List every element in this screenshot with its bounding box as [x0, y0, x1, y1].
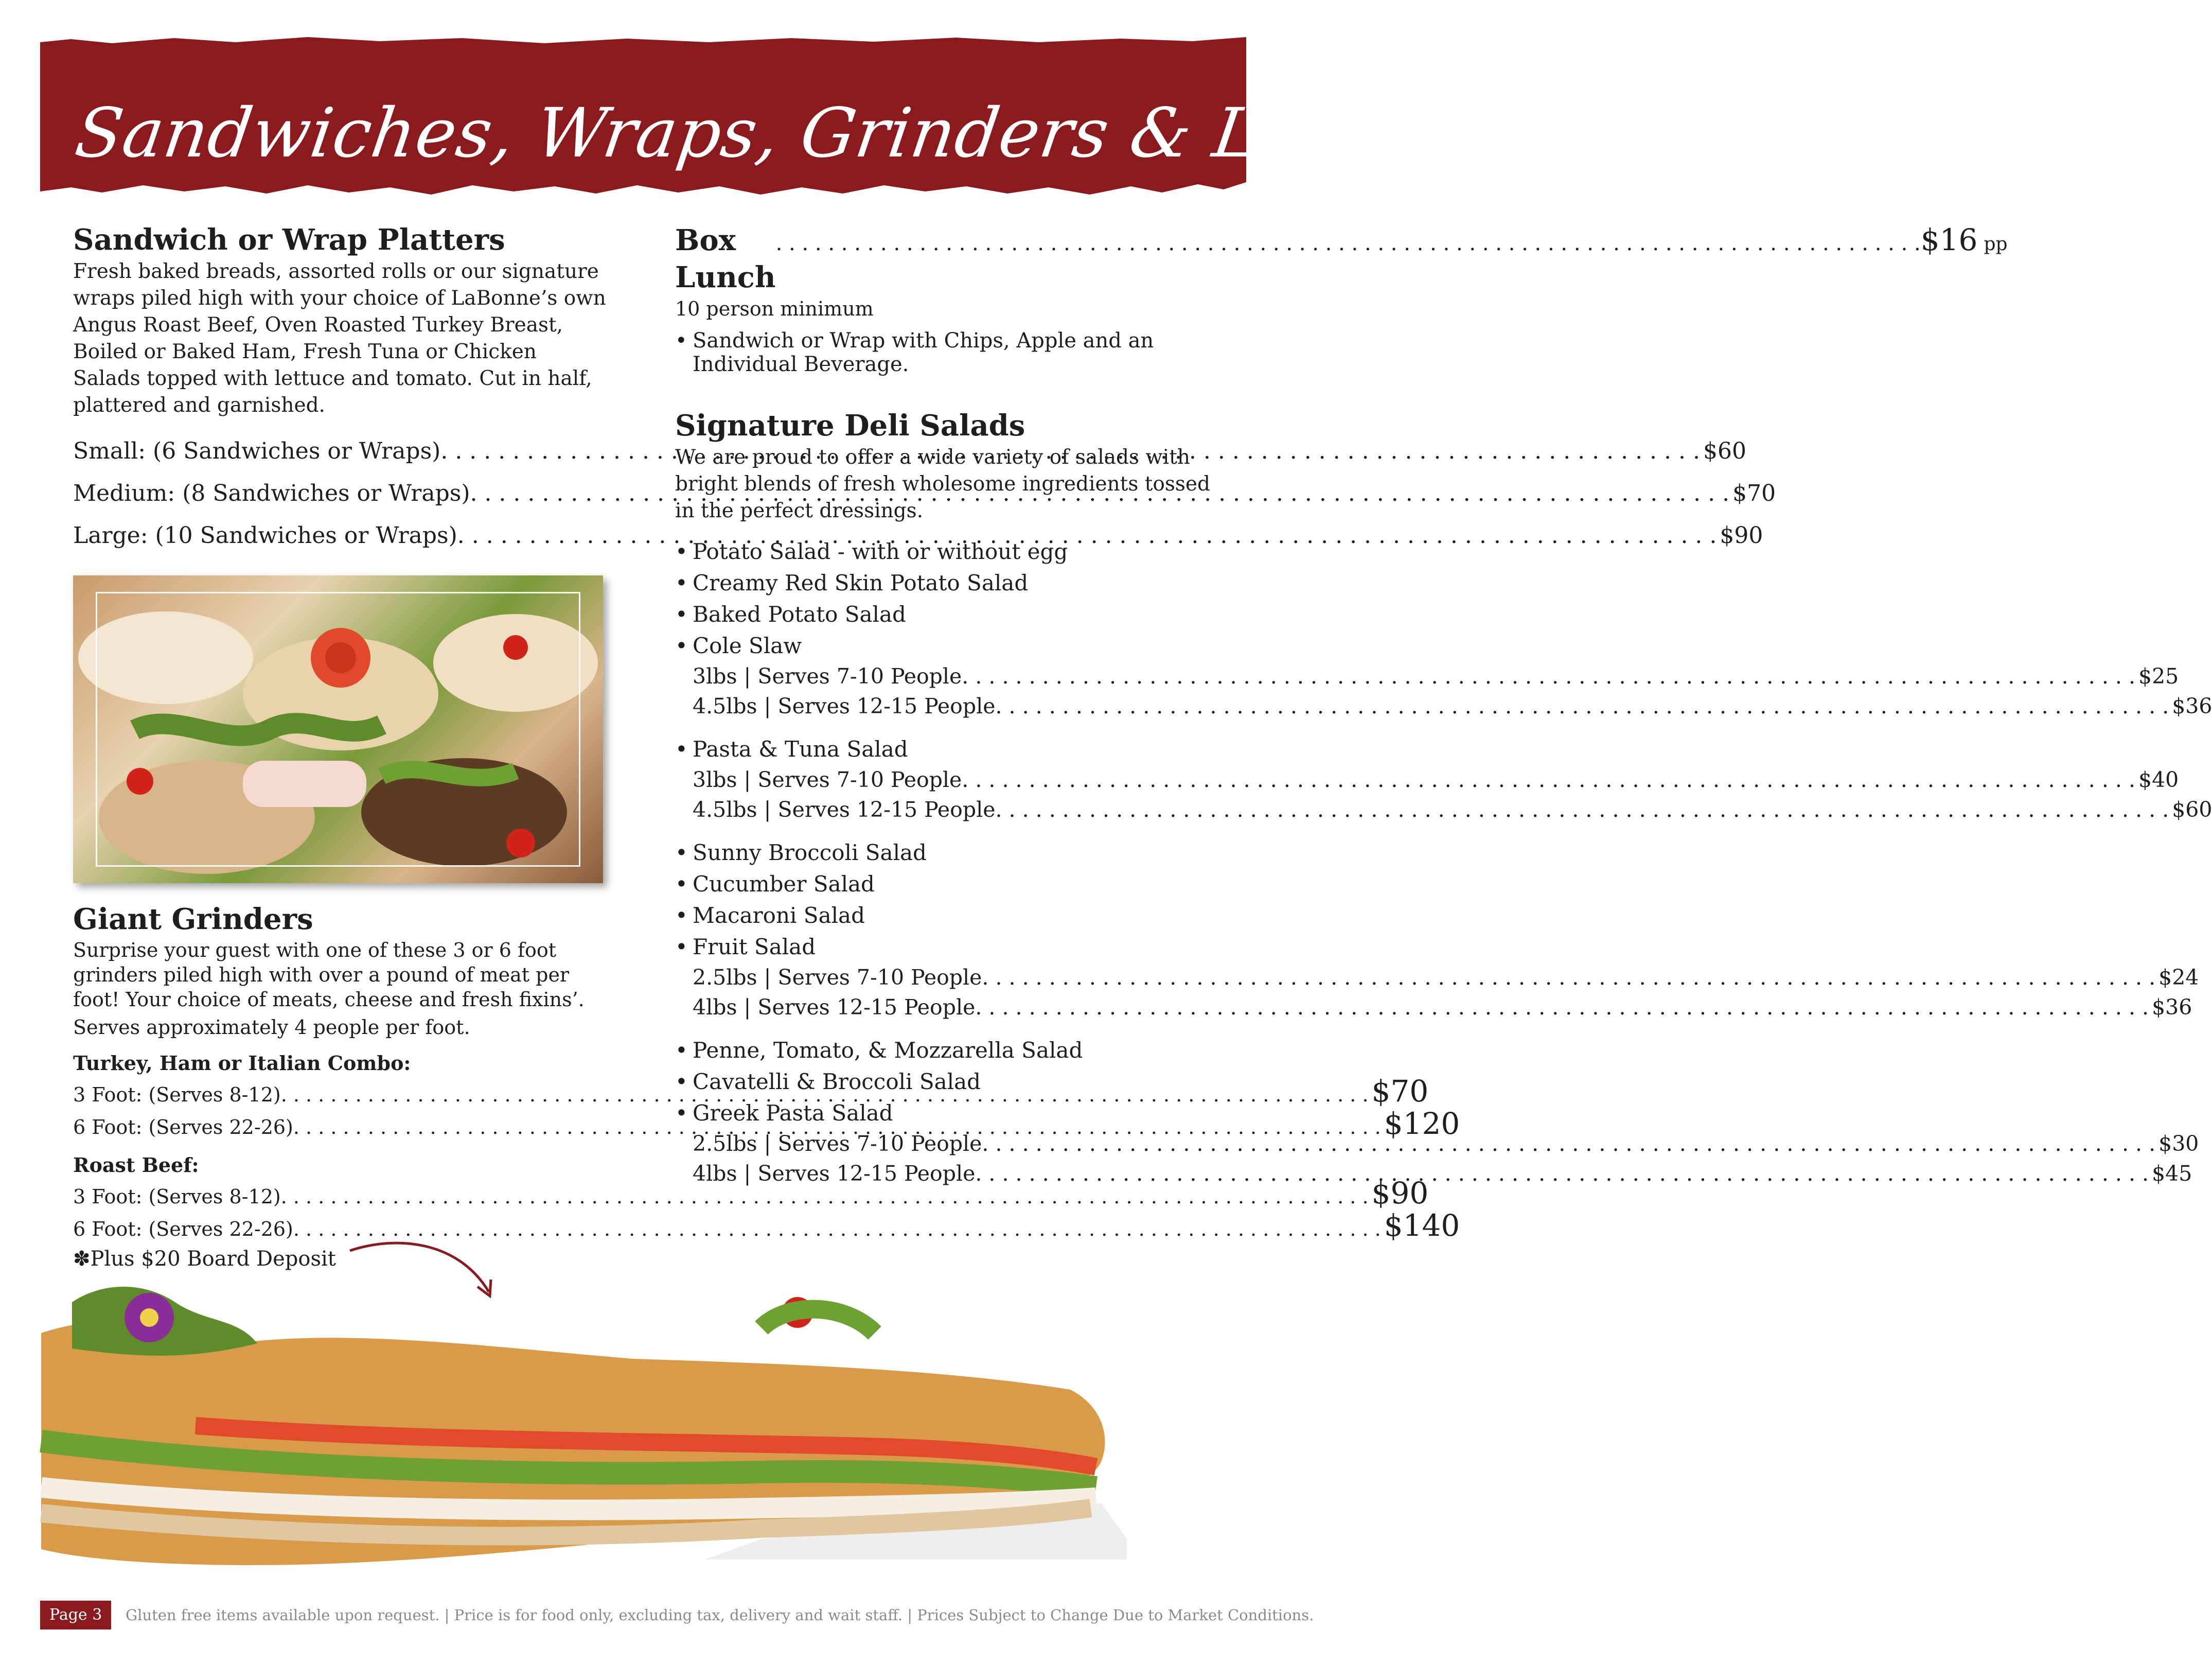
- price-value: $45: [2152, 1161, 2192, 1186]
- grinders-serves-note: Serves approximately 4 people per foot.: [73, 1016, 470, 1039]
- grinder-group-heading: Roast Beef:: [73, 1153, 199, 1177]
- price-label: 4lbs | Serves 12-15 People: [693, 995, 976, 1020]
- salad-item: • Baked Potato Salad: [675, 599, 1210, 630]
- box-lunch-leader: [776, 225, 1921, 262]
- price-value: $70: [1732, 480, 1776, 506]
- list-item: • Sandwich or Wrap with Chips, Apple and an Individual Beverage.: [675, 329, 1210, 376]
- price-value: $60: [1703, 438, 1746, 464]
- price-row: [675, 992, 2192, 1022]
- salad-item: • Sunny Broccoli Salad: [675, 837, 1210, 868]
- salad-item: • Cucumber Salad: [675, 868, 1210, 900]
- price-label: 3 Foot: (Serves 8-12): [73, 1185, 281, 1208]
- salad-item-list: [675, 536, 1210, 661]
- price-row: [675, 795, 2212, 825]
- salad-item: • Potato Salad - with or without egg: [675, 536, 1210, 567]
- price-row: [675, 1159, 2192, 1188]
- salad-item: • Fruit Salad: [675, 931, 1210, 962]
- leader-dots: [975, 1159, 2149, 1188]
- platters-heading: Sandwich or Wrap Platters: [73, 223, 505, 257]
- title-banner: [40, 37, 1513, 197]
- photo-frame: [96, 592, 580, 867]
- price-label: Small: (6 Sandwiches or Wraps): [73, 438, 441, 464]
- price-label: 3lbs | Serves 7-10 People: [693, 664, 962, 689]
- price-row: [675, 691, 2212, 721]
- salad-item: • Cavatelli & Broccoli Salad: [675, 1066, 1210, 1097]
- price-row: [73, 430, 1746, 472]
- price-row: [73, 1208, 1460, 1243]
- grinders-heading: Giant Grinders: [73, 902, 313, 936]
- price-label: 4lbs | Serves 12-15 People: [693, 1161, 976, 1186]
- leader-dots: [776, 225, 1921, 262]
- leader-dots: [995, 691, 2169, 721]
- price-value: $60: [2172, 797, 2212, 822]
- spacer: [675, 1022, 1210, 1035]
- giant-grinder-illustration: [41, 1271, 1127, 1575]
- box-lunch-minimum: 10 person minimum: [675, 297, 874, 320]
- box-lunch-items: [675, 329, 1210, 376]
- sandwich-platter-photo: [73, 575, 603, 883]
- price-value: $90: [1720, 522, 1763, 549]
- page-title: Sandwiches, Wraps, Grinders & Lunches: [70, 94, 1513, 173]
- salad-item-list: [675, 837, 1210, 962]
- price-value: $30: [2158, 1131, 2199, 1156]
- price-value: $36: [2172, 694, 2212, 718]
- price-row: [675, 1129, 2199, 1159]
- price-value: $140: [1384, 1208, 1460, 1243]
- page-number: Page 3: [40, 1601, 111, 1629]
- salad-item: • Creamy Red Skin Potato Salad: [675, 567, 1210, 599]
- leader-dots: [995, 795, 2169, 825]
- price-label: 3 Foot: (Serves 8-12): [73, 1083, 281, 1106]
- price-value: $90: [1371, 1176, 1429, 1211]
- salad-item: • Macaroni Salad: [675, 900, 1210, 931]
- price-row: [73, 1176, 1429, 1211]
- box-lunch-heading: Box Lunch: [675, 223, 776, 294]
- salad-item-list: [675, 733, 1210, 765]
- price-value: $40: [2138, 767, 2179, 792]
- leader-dots: [975, 992, 2149, 1022]
- grinder-group-heading: Turkey, Ham or Italian Combo:: [73, 1051, 411, 1075]
- spacer: [675, 721, 1210, 733]
- price-row: [675, 962, 2199, 992]
- salads-description: We are proud to offer a wide variety of salads with bright blends of fresh wholesome ingredients tossed in the perfect dressings.: [675, 446, 1210, 522]
- price-value: $70: [1371, 1074, 1429, 1109]
- price-row: [675, 765, 2179, 795]
- price-label: 6 Foot: (Serves 22-26): [73, 1116, 293, 1138]
- grinders-description: Surprise your guest with one of these 3 or 6 foot grinders piled high with over a pound of meat per foot! Your choice of meats, cheese and fresh fixins’.: [73, 939, 585, 1011]
- price-value: $36: [2152, 995, 2192, 1020]
- salad-item: • Cole Slaw: [675, 630, 1210, 661]
- leader-dots: [982, 1129, 2155, 1159]
- arrow-icon: [345, 1230, 499, 1312]
- page-footer: [40, 1601, 1314, 1629]
- giant-grinder-photo: [41, 1271, 1127, 1575]
- footer-disclaimer: Gluten free items available upon request. | Price is for food only, excluding tax, delivery and wait staff. | Prices Subject to Change Due to Market Conditions.: [126, 1606, 1314, 1624]
- box-lunch-heading-row: [675, 221, 2008, 296]
- price-value: $24: [2158, 965, 2199, 990]
- price-label: 4.5lbs | Serves 12-15 People: [693, 694, 996, 718]
- leader-dots: [982, 962, 2155, 992]
- salad-item: • Greek Pasta Salad: [675, 1097, 1210, 1129]
- salad-item-list: [675, 1035, 1210, 1129]
- price-label: 2.5lbs | Serves 7-10 People: [693, 1131, 982, 1156]
- price-row: [675, 661, 2179, 691]
- price-label: Medium: (8 Sandwiches or Wraps): [73, 480, 470, 506]
- salads-heading: Signature Deli Salads: [675, 409, 1025, 443]
- price-label: Large: (10 Sandwiches or Wraps): [73, 522, 457, 549]
- price-value: $120: [1384, 1106, 1460, 1141]
- salad-item: • Pasta & Tuna Salad: [675, 733, 1210, 765]
- spacer: [675, 825, 1210, 837]
- price-value: $25: [2138, 664, 2179, 689]
- price-label: 3lbs | Serves 7-10 People: [693, 767, 962, 792]
- box-lunch-price: $16: [1920, 222, 1978, 257]
- salad-item: • Penne, Tomato, & Mozzarella Salad: [675, 1035, 1210, 1066]
- price-label: 2.5lbs | Serves 7-10 People: [693, 965, 982, 990]
- leader-dots: [962, 765, 2135, 795]
- platters-description: Fresh baked breads, assorted rolls or our signature wraps piled high with your choice of LaBonne’s own Angus Roast Beef, Oven Roasted Turkey Breast, Boiled or Baked Ham, Fresh Tuna or Chicken Salads topped with lettuce and tomato. Cut in half, plattered and garnished.: [73, 260, 606, 417]
- box-lunch-unit: pp: [1984, 234, 2008, 255]
- price-label: 4.5lbs | Serves 12-15 People: [693, 797, 996, 822]
- price-label: 6 Foot: (Serves 22-26): [73, 1218, 293, 1240]
- board-deposit-note: ✽Plus $20 Board Deposit: [73, 1247, 336, 1271]
- leader-dots: [962, 661, 2135, 691]
